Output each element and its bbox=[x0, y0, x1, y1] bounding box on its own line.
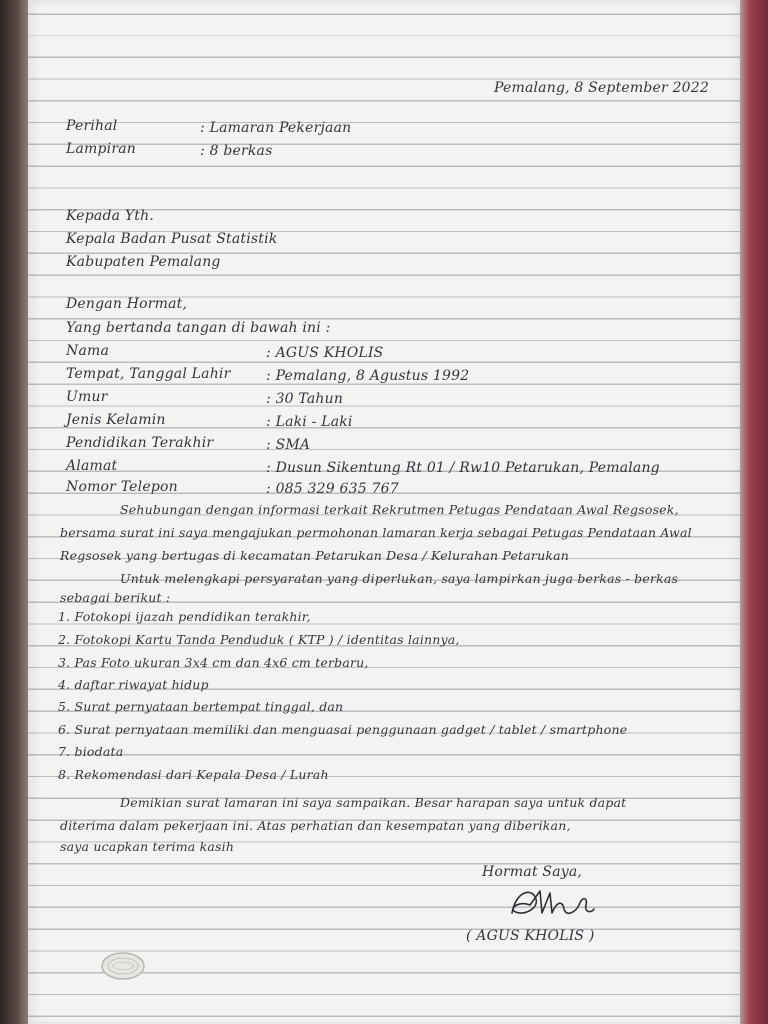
attachment-value: : 8 berkas bbox=[200, 143, 273, 159]
attachment-item-5: 5. Surat pernyataan bertempat tinggal, dan bbox=[58, 699, 344, 714]
body-paragraph-2-line-2: sebagai berikut : bbox=[60, 590, 171, 605]
field-value-telepon: : 085 329 635 767 bbox=[266, 481, 399, 497]
closing-line-1: Demikian surat lamaran ini saya sampaikan. Besar harapan saya untuk dapat bbox=[120, 795, 627, 810]
attachment-item-1: 1. Fotokopi ijazah pendidikan terakhir, bbox=[58, 609, 311, 624]
field-label-pendidikan: Pendidikan Terakhir bbox=[66, 435, 214, 451]
body-paragraph-1-line-2: bersama surat ini saya mengajukan permohonan lamaran kerja sebagai Petugas Pendataan Awal bbox=[60, 525, 692, 540]
body-paragraph-2-line-1: Untuk melengkapi persyaratan yang diperlukan, saya lampirkan juga berkas - berkas bbox=[120, 571, 679, 586]
closing-line-3: saya ucapkan terima kasih bbox=[60, 839, 235, 854]
recipient-line-1: Kepada Yth. bbox=[66, 208, 154, 224]
sign-off: Hormat Saya, bbox=[482, 864, 583, 880]
attachment-item-8: 8. Rekomendasi dari Kepala Desa / Lurah bbox=[58, 767, 329, 782]
recipient-line-2: Kepala Badan Pusat Statistik bbox=[66, 231, 278, 247]
attachment-label: Lampiran bbox=[66, 141, 137, 157]
background-edge-left bbox=[0, 0, 28, 1024]
lined-paper-sheet bbox=[28, 0, 740, 1024]
attachment-item-6: 6. Surat pernyataan memiliki dan menguasai penggunaan gadget / tablet / smartphone bbox=[58, 722, 628, 737]
paper-brand-logo-icon bbox=[100, 951, 146, 981]
subject-label: Perihal bbox=[66, 118, 118, 134]
attachment-item-7: 7. biodata bbox=[58, 744, 124, 759]
field-value-jenis-kelamin: : Laki - Laki bbox=[266, 414, 353, 430]
attachment-item-3: 3. Pas Foto ukuran 3x4 cm dan 4x6 cm terbaru, bbox=[58, 655, 369, 670]
field-value-pendidikan: : SMA bbox=[266, 437, 311, 453]
body-paragraph-1-line-1: Sehubungan dengan informasi terkait Rekrutmen Petugas Pendataan Awal Regsosek, bbox=[120, 502, 679, 517]
body-paragraph-1-line-3: Regsosek yang bertugas di kecamatan Petarukan Desa / Kelurahan Petarukan bbox=[60, 548, 570, 563]
field-label-telepon: Nomor Telepon bbox=[66, 479, 178, 495]
field-label-jenis-kelamin: Jenis Kelamin bbox=[66, 412, 166, 428]
recipient-line-3: Kabupaten Pemalang bbox=[66, 254, 221, 270]
field-label-ttl: Tempat, Tanggal Lahir bbox=[66, 366, 231, 382]
intro-line: Yang bertanda tangan di bawah ini : bbox=[66, 320, 331, 336]
field-label-nama: Nama bbox=[66, 343, 110, 359]
field-value-ttl: : Pemalang, 8 Agustus 1992 bbox=[266, 368, 470, 384]
field-label-alamat: Alamat bbox=[66, 458, 118, 474]
handwritten-signature bbox=[506, 883, 596, 921]
attachment-item-4: 4. daftar riwayat hidup bbox=[58, 677, 209, 692]
field-label-umur: Umur bbox=[66, 389, 108, 405]
subject-value: : Lamaran Pekerjaan bbox=[200, 120, 352, 136]
signer-name: ( AGUS KHOLIS ) bbox=[466, 928, 595, 944]
field-value-nama: : AGUS KHOLIS bbox=[266, 345, 384, 361]
attachment-item-2: 2. Fotokopi Kartu Tanda Penduduk ( KTP ) / identitas lainnya, bbox=[58, 632, 460, 647]
field-value-alamat: : Dusun Sikentung Rt 01 / Rw10 Petarukan, Pemalang bbox=[266, 460, 660, 476]
background-edge-right bbox=[738, 0, 768, 1024]
place-date: Pemalang, 8 September 2022 bbox=[494, 80, 710, 96]
greeting: Dengan Hormat, bbox=[66, 296, 188, 312]
field-value-umur: : 30 Tahun bbox=[266, 391, 344, 407]
closing-line-2: diterima dalam pekerjaan ini. Atas perhatian dan kesempatan yang diberikan, bbox=[60, 818, 571, 833]
